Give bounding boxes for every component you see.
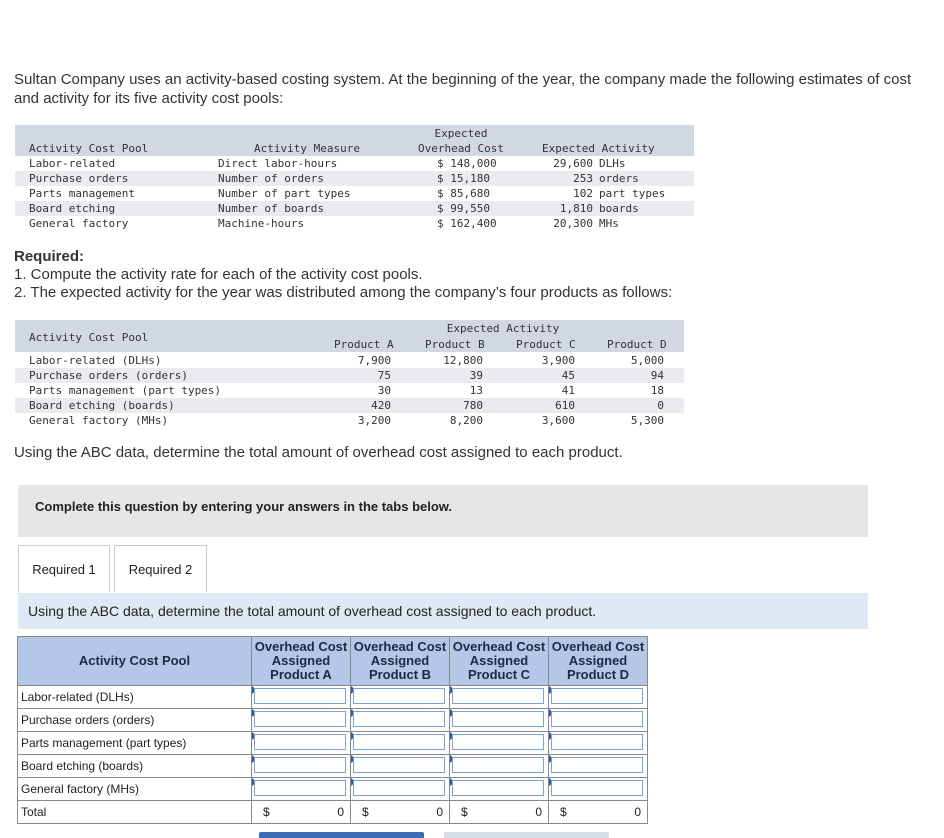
complete-banner-text: Complete this question by entering your answers in the tabs below.	[35, 499, 453, 514]
required-item-1: 1. Compute the activity rate for each of the activity cost pools.	[14, 266, 423, 283]
abc-question: Using the ABC data, determine the total amount of overhead cost assigned to each product.	[14, 444, 623, 461]
cell-qty: 1,810	[559, 202, 593, 215]
cell-product-d: 18	[650, 384, 664, 397]
header-expected: Expected	[434, 127, 488, 140]
answer-cell-c	[450, 778, 549, 801]
answer-cell-c	[450, 709, 549, 732]
complete-banner	[18, 485, 868, 537]
cell-pool: Parts management (part types)	[29, 384, 222, 397]
answer-input-d[interactable]	[551, 780, 643, 796]
cell-product-c: 41	[561, 384, 575, 397]
answer-row	[18, 732, 648, 755]
answer-cell-b	[351, 755, 450, 778]
header-product-b: Product B	[425, 338, 485, 351]
header-line-3: Product D	[566, 667, 630, 682]
answer-cell-a	[252, 755, 351, 778]
cell-product-a: 30	[377, 384, 391, 397]
currency-symbol: $	[362, 805, 369, 819]
answer-input-b[interactable]	[353, 757, 445, 773]
answer-input-a[interactable]	[254, 757, 346, 773]
cell-unit: DLHs	[599, 157, 626, 170]
cell-unit: boards	[599, 202, 639, 215]
answer-cell-b	[351, 778, 450, 801]
product-activity-table	[15, 320, 684, 430]
answer-cell-c	[450, 686, 549, 709]
answer-cell-d	[549, 732, 648, 755]
cell-product-b: 12,800	[443, 354, 483, 367]
answer-input-a[interactable]	[254, 688, 346, 704]
cell-product-c: 3,900	[541, 354, 575, 367]
cell-product-b: 780	[463, 399, 483, 412]
answer-cell-d	[549, 755, 648, 778]
cell-pool: Labor-related	[29, 157, 116, 170]
instruction-text: Using the ABC data, determine the total amount of overhead cost assigned to each product.	[28, 603, 597, 619]
total-value-c: 0	[535, 805, 542, 819]
header-line-3: Product B	[368, 667, 432, 682]
prev-button[interactable]	[259, 832, 424, 838]
cell-pool: Purchase orders (orders)	[29, 369, 188, 382]
header-product-c: Product C	[516, 338, 576, 351]
answer-row-label: General factory (MHs)	[18, 778, 252, 801]
total-cell-b	[351, 801, 450, 824]
cell-cost: $ 85,680	[437, 187, 490, 200]
currency-symbol: $	[560, 805, 567, 819]
currency-symbol: $	[263, 805, 270, 819]
cell-unit: MHs	[599, 217, 619, 230]
header-pool: Activity Cost Pool	[29, 331, 149, 344]
answer-cell-a	[252, 732, 351, 755]
answer-row	[18, 778, 648, 801]
answer-input-a[interactable]	[254, 711, 346, 727]
header-product-d: Product D	[607, 338, 667, 351]
total-value-d: 0	[634, 805, 641, 819]
answer-row	[18, 755, 648, 778]
cell-measure: Number of orders	[218, 172, 324, 185]
answer-input-c[interactable]	[452, 757, 544, 773]
answer-cell-b	[351, 686, 450, 709]
cell-unit: orders	[599, 172, 639, 185]
total-cell-c	[450, 801, 549, 824]
answer-cell-d	[549, 778, 648, 801]
intro-text: Sultan Company uses an activity-based costing system. At the beginning of the year, the company made the following estimates of cost and activity for its five activity cost pools:	[14, 71, 912, 107]
cell-pool: Parts management	[29, 187, 135, 200]
header-activity: Expected Activity	[542, 142, 655, 155]
header-line-1: Overhead Cost	[452, 639, 546, 654]
header-line-2: Assigned	[271, 653, 331, 668]
answer-cell-a	[252, 778, 351, 801]
header-measure: Activity Measure	[254, 142, 360, 155]
cell-measure: Number of boards	[218, 202, 324, 215]
answer-input-b[interactable]	[353, 688, 445, 704]
answer-cell-c	[450, 732, 549, 755]
cell-pool: Board etching	[29, 202, 116, 215]
answer-input-c[interactable]	[452, 688, 544, 704]
header-overhead: Overhead Cost	[417, 142, 505, 155]
cell-measure: Number of part types	[218, 187, 351, 200]
answer-cell-d	[549, 709, 648, 732]
required-section	[14, 248, 672, 302]
cell-cost: $ 99,550	[437, 202, 490, 215]
header-line-3: Product A	[270, 667, 332, 682]
cell-qty: 29,600	[553, 157, 593, 170]
header-expected-activity: Expected Activity	[446, 322, 560, 335]
cell-qty: 20,300	[553, 217, 593, 230]
cell-qty: 253	[573, 172, 593, 185]
header-line-1: Overhead Cost	[254, 639, 348, 654]
answer-header-pool: Activity Cost Pool	[18, 637, 252, 686]
cell-pool: Labor-related (DLHs)	[29, 354, 162, 367]
answer-input-c[interactable]	[452, 734, 544, 750]
total-cell-d	[549, 801, 648, 824]
total-cell-a	[252, 801, 351, 824]
answer-cell-b	[351, 709, 450, 732]
answer-input-d[interactable]	[551, 757, 643, 773]
answer-row	[18, 686, 648, 709]
header-pool: Activity Cost Pool	[29, 142, 149, 155]
answer-header-product-b	[351, 637, 450, 686]
cell-qty: 102	[573, 187, 593, 200]
cell-product-d: 0	[657, 399, 664, 412]
total-value-a: 0	[337, 805, 344, 819]
total-row	[18, 801, 648, 824]
header-line-2: Assigned	[568, 653, 628, 668]
answer-row-label: Purchase orders (orders)	[18, 709, 252, 732]
answer-cell-b	[351, 732, 450, 755]
header-line-2: Assigned	[370, 653, 430, 668]
cell-cost: $ 148,000	[437, 157, 497, 170]
answer-cell-c	[450, 755, 549, 778]
required-title: Required:	[14, 248, 85, 265]
cell-pool: Purchase orders	[29, 172, 129, 185]
answer-input-d[interactable]	[551, 711, 643, 727]
cell-unit: part types	[599, 187, 666, 200]
cell-product-c: 610	[555, 399, 575, 412]
cell-product-a: 75	[377, 369, 391, 382]
cell-product-c: 3,600	[541, 414, 575, 427]
header-product-a: Product A	[334, 338, 394, 351]
currency-symbol: $	[461, 805, 468, 819]
next-button[interactable]	[444, 832, 609, 838]
answer-header-product-a	[252, 637, 351, 686]
answer-header-product-c	[450, 637, 549, 686]
cell-product-b: 13	[469, 384, 483, 397]
cell-pool: General factory (MHs)	[29, 414, 169, 427]
cell-product-b: 8,200	[449, 414, 483, 427]
instruction-bar	[18, 593, 868, 629]
answer-input-d[interactable]	[551, 688, 643, 704]
answer-input-b[interactable]	[353, 734, 445, 750]
cell-product-a: 3,200	[357, 414, 391, 427]
cell-cost: $ 15,180	[437, 172, 490, 185]
answer-input-b[interactable]	[353, 711, 445, 727]
cell-pool: Board etching (boards)	[29, 399, 175, 412]
answer-cell-a	[252, 709, 351, 732]
answer-input-c[interactable]	[452, 780, 544, 796]
answer-cell-d	[549, 686, 648, 709]
answer-input-c[interactable]	[452, 711, 544, 727]
header-line-1: Overhead Cost	[353, 639, 447, 654]
answer-input-b[interactable]	[353, 780, 445, 796]
answer-input-d[interactable]	[551, 734, 643, 750]
cell-product-a: 420	[371, 399, 391, 412]
cell-product-d: 5,000	[630, 354, 664, 367]
answer-row-label: Parts management (part types)	[18, 732, 252, 755]
total-value-b: 0	[436, 805, 443, 819]
cell-measure: Direct labor-hours	[218, 157, 338, 170]
cell-product-b: 39	[469, 369, 483, 382]
required-item-2: 2. The expected activity for the year was distributed among the company’s four products as follows:	[14, 284, 673, 301]
cell-measure: Machine-hours	[218, 217, 305, 230]
answer-row-label: Board etching (boards)	[18, 755, 252, 778]
cell-pool: General factory	[29, 217, 129, 230]
cell-product-a: 7,900	[357, 354, 391, 367]
header-line-1: Overhead Cost	[551, 639, 645, 654]
cell-cost: $ 162,400	[437, 217, 497, 230]
tab-required-1[interactable]: Required 1	[18, 545, 110, 592]
answer-input-a[interactable]	[254, 780, 346, 796]
tab-required-2[interactable]: Required 2	[114, 545, 207, 592]
answer-input-a[interactable]	[254, 734, 346, 750]
cost-pool-estimates-table	[15, 125, 694, 232]
total-label: Total	[18, 801, 252, 824]
cell-product-c: 45	[561, 369, 575, 382]
answer-row	[18, 709, 648, 732]
answer-header-product-d	[549, 637, 648, 686]
cell-product-d: 94	[650, 369, 664, 382]
answer-table	[17, 636, 653, 824]
answer-row-label: Labor-related (DLHs)	[18, 686, 252, 709]
answer-cell-a	[252, 686, 351, 709]
header-line-2: Assigned	[469, 653, 529, 668]
header-line-3: Product C	[467, 667, 531, 682]
cell-product-d: 5,300	[630, 414, 664, 427]
